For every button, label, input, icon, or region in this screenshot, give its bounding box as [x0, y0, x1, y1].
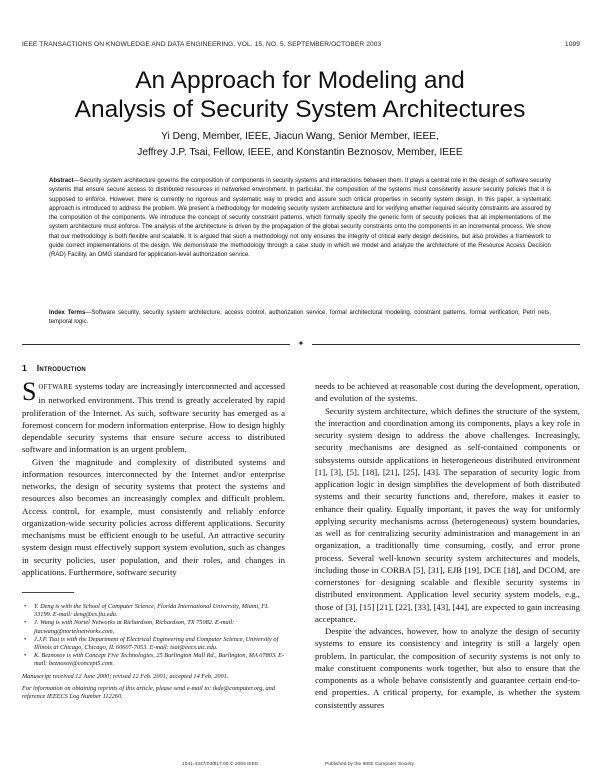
footnote-item: • Y. Deng is with the School of Computer Science, Florida International University, Miami, FL 33199. E-mail: deng@cs.fiu.edu. — [24, 603, 269, 619]
divider-diamond-icon: ✦ — [297, 339, 305, 348]
footnote-item: • K. Beznosov is with Concept Five Technologies, 25 Burlington Mall Rd., Burlington, MA 07803. E-mail: beznosov@concept5.com. — [24, 652, 285, 668]
bullet-icon: • — [24, 652, 27, 660]
section-divider — [22, 340, 580, 349]
authors-line-2: Jeffrey J.P. Tsai, Fellow, IEEE, and Konstantin Beznosov, Member, IEEE — [137, 147, 463, 158]
index-terms — [49, 309, 551, 328]
small-caps-lead: OFTWARE — [38, 384, 73, 391]
footer-publisher: Published by the IEEE Computer Society — [325, 762, 414, 767]
body-paragraph-continued: needs to be achieved at reasonable cost during the development, operation, and evolution of the systems. — [315, 381, 580, 404]
footnote-item: • J.J.P. Tsai is with the Department of Electrical Engineering and Computer Science, University of Illinois at Chicago, Chicago, IL 60607-7053. E-mail: tsai@eecs.uic.edu. — [24, 635, 279, 652]
footnote-item: • J. Wang is with Nortel Networks at Richardson, Richardson, TX 75082. E-mail: jiacwang@nortelnetworks.com. — [24, 619, 235, 635]
section-title: Introduction — [36, 363, 86, 373]
bullet-icon: • — [24, 619, 27, 627]
footnotes — [22, 603, 285, 701]
index-terms-label: Index Terms — [49, 310, 86, 316]
body-paragraph-2: Given the magnitude and complexity of distributed systems and information resources interconnected by the Internet and/or enterprise networks, the design of security systems that protect the systems and resources also becomes an increasingly complex and difficult problem. Access control, for example, must consistently and reliably enforce organization-wide security policies across different applications. Security mechanisms must be efficient enough to be useful. An attractive security system design must effectively support system evolution, such as changes in security policies, user population, and their roles, and changes in applications. Furthermore, software security — [22, 456, 285, 577]
running-header — [22, 41, 580, 48]
divider-rule-right — [312, 344, 580, 345]
section-heading — [22, 363, 86, 373]
authors-line-1: Yi Deng, Member, IEEE, Jiacun Wang, Senior Member, IEEE, — [161, 131, 439, 142]
author-list — [20, 129, 580, 161]
left-column — [22, 377, 285, 578]
right-column — [315, 380, 580, 711]
bullet-icon: • — [24, 635, 27, 643]
abstract-label: Abstract — [49, 178, 74, 184]
page-number: 1099 — [564, 41, 580, 48]
index-terms-text: —Software security, security system architecture, access control, authorization service, formal architectural modeling, constraint patterns, formal verification, Petri nets, temporal logic. — [49, 310, 551, 326]
paper-title — [20, 66, 580, 124]
drop-cap: S — [22, 377, 37, 406]
section-number: 1 — [22, 363, 27, 373]
divider-rule-left — [22, 344, 290, 345]
reprint-note: For information on obtaining reprints of this article, please send e-mail to: tkde@computer.org, and reference IEEECS Log Number 112260. — [22, 684, 275, 701]
body-paragraph-1 — [22, 377, 285, 456]
abstract — [49, 177, 551, 261]
paragraph-1-text: systems today are increasingly interconnected and accessed in networked environment. This trend is greatly accelerated by rapid proliferation of the Internet. As such, software security has emerged as a foremost concern for modern information enterprise. How to design highly dependable security systems that ensure secure access to distributed software and information is an urgent problem. — [22, 381, 285, 455]
title-line-2: Analysis of Security System Architectures — [74, 96, 526, 123]
abstract-text: —Security system architecture governs the composition of components in security systems and interactions between them. It plays a central role in the design of software security systems that ensure secure access to distributed resources in networked environment. In particular, the composition of the systems must consistently assure security policies that it is supposed to enforce. However, there is currently no rigorous and systematic way to predict and assure such critical properties in security system design. In this paper, a systematic approach is introduced to address the problem. We present a methodology for modeling security system architecture and for verifying whether required security constraints are assured by the composition of the components. We introduce the concept of security constraint patterns, which formally specify the generic form of security policies that all implementations of the system architecture must enforce. The analysis of the architecture is driven by the propagation of the global security constraints onto the components in an incremental process. We show that our methodology is both flexible and scalable. It is argued that such a methodology not only ensures the integrity of critical early design decisions, but also provides a framework to guide correct implementations of the design. We demonstrate the methodology through a case study in which we model and analyze the architecture of the Resource Access Decision (RAD) Facility, an OMG standard for application-level authorization service. — [49, 178, 551, 259]
footnote-rule — [22, 592, 74, 593]
journal-info: IEEE TRANSACTIONS ON KNOWLEDGE AND DATA ENGINEERING, VOL. 15, NO. 5, SEPTEMBER/OCTOBER 2003 — [22, 41, 382, 48]
body-paragraph-4: Despite the advances, however, how to analyze the design of security systems to ensure its consistency and integrity is still a largely open problem. In particular, the composition of security systems is not only to make constituent components work together, but also to ensure that the components as a whole behave consistently and guarantee certain end-to-end properties. A critical property, for example, is whether the system consistently assures — [315, 626, 580, 710]
footer-copyright: 1041-4347/03/$17.00 © 2003 IEEE — [182, 762, 259, 767]
bullet-icon: • — [24, 603, 27, 610]
title-line-1: An Approach for Modeling and — [135, 67, 465, 94]
body-paragraph-3: Security system architecture, which defines the structure of the system, the interaction and coordination among its components, plays a key role in security system design to address the above challenges. Increasingly, security mechanisms are designed as self-contained components or subsystems outside applications in heterogeneous distributed environment [1], [3], [5], [18], [21], [25], [43]. The separation of security logic from application logic in design simplifies the development of both distributed systems and their security functions and, therefore, makes it easier to enhance their quality. Equally important, it paves the way for uniformly applying security mechanisms across (heterogeneous) system boundaries, as well as for centralizing security administration and management in an organization, a traditionally time consuming, costly, and error prone process. Several well-known security system architectures and models, including those in CORBA [5], [31], EJB [19], DCE [18], and DCOM, are cornerstones for designing scalable and flexible security systems in distributed environment. Application level security system models, e.g., those of [3], [15] [21], [22], [33], [43], [44], are expected to gain increasing acceptance. — [315, 405, 580, 624]
manuscript-note: Manuscript received 12 June 2000; revised 12 Feb. 2001; accepted 14 Feb. 2001. — [22, 672, 229, 680]
